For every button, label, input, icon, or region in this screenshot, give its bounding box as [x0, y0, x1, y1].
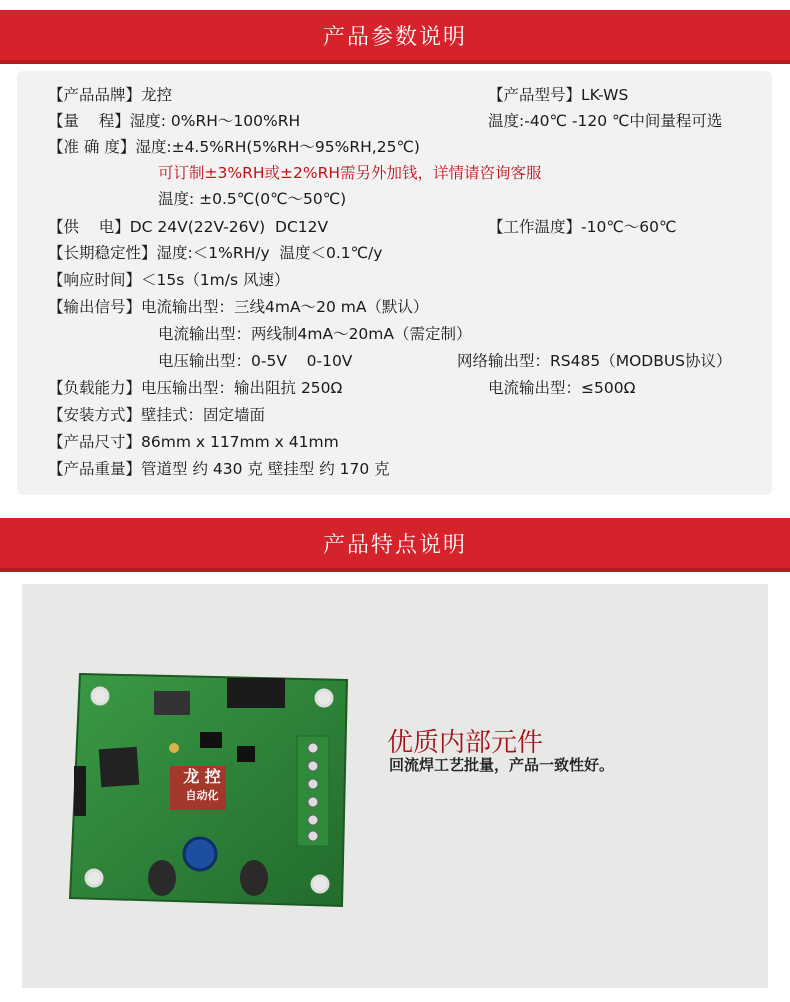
spec-key: 【安装方式】 [48, 406, 142, 424]
spec-value: 壁挂式：固定墙面 [141, 406, 266, 424]
spec-sub: 电流输出型：两线制4mA～20mA（需定制） [158, 325, 472, 343]
spec-value: ＜15s（1m/s 风速） [141, 271, 290, 289]
spec-sub: 温度: ±0.5℃(0℃～50℃) [158, 190, 347, 208]
spec-row [48, 377, 636, 399]
feature-title: 优质内部元件 [387, 728, 544, 758]
section-header-params [0, 10, 790, 60]
spec-key: 【准 确 度】 [48, 138, 136, 156]
spec-value: 电流输出型：三线4mA～20 mA（默认） [141, 298, 429, 316]
section-header-features [0, 518, 790, 568]
spec-key: 【产品品牌】 [48, 86, 142, 104]
spec-panel [17, 71, 772, 495]
watermark-line: 龙 控 [183, 767, 221, 786]
spec-right: 【工作温度】-10℃～60℃ [488, 218, 677, 236]
watermark-line: 自动化 [185, 789, 219, 802]
spec-row [48, 296, 428, 318]
spec-value: 电压输出型：输出阻抗 250Ω [141, 379, 343, 397]
spec-right: 【产品型号】LK-WS [488, 86, 629, 104]
spec-key: 【负载能力】 [48, 379, 142, 397]
spec-row [48, 136, 420, 158]
spec-right: 温度:-40℃ -120 ℃中间量程可选 [488, 112, 723, 130]
spec-right: 电流输出型：≤500Ω [488, 379, 636, 397]
spec-sub: 电压输出型：0-5V 0-10V [158, 352, 353, 370]
spec-row [48, 84, 629, 106]
spec-key: 【产品尺寸】 [48, 433, 142, 451]
spec-value: 湿度:±4.5%RH(5%RH～95%RH,25℃) [135, 138, 420, 156]
section-title: 产品特点说明 [322, 532, 467, 558]
spec-key: 【长期稳定性】 [48, 244, 157, 262]
spec-value: 湿度:＜1%RH/y 温度＜0.1℃/y [156, 244, 383, 262]
spec-key: 【输出信号】 [48, 298, 142, 316]
spec-value: 湿度: 0%RH～100%RH [129, 112, 301, 130]
spec-row [48, 242, 382, 264]
section-title: 产品参数说明 [322, 24, 467, 50]
spec-row [48, 110, 723, 132]
watermark-logo [174, 764, 230, 803]
spec-value: DC 24V(22V-26V) DC12V [129, 218, 329, 236]
spec-note-custom: 可订制±3%RH或±2%RH需另外加钱，详情请咨询客服 [158, 164, 542, 182]
spec-value: 龙控 [141, 86, 173, 104]
feature-panel [22, 584, 768, 988]
spec-key: 【供 电】 [48, 218, 130, 236]
spec-row [48, 216, 677, 238]
spec-row [48, 269, 290, 291]
spec-row [48, 404, 265, 426]
spec-key: 【产品重量】 [48, 460, 142, 478]
spec-value: 86mm x 117mm x 41mm [141, 433, 339, 451]
spec-right: 网络输出型：RS485（MODBUS协议） [457, 352, 732, 370]
spec-key: 【量 程】 [48, 112, 130, 130]
spec-row [48, 458, 390, 480]
spec-value: 管道型 约 430 克 壁挂型 约 170 克 [141, 460, 390, 478]
feature-description: 回流焊工艺批量，产品一致性好。 [389, 756, 615, 774]
spec-key: 【响应时间】 [48, 271, 142, 289]
spec-row [48, 431, 339, 453]
